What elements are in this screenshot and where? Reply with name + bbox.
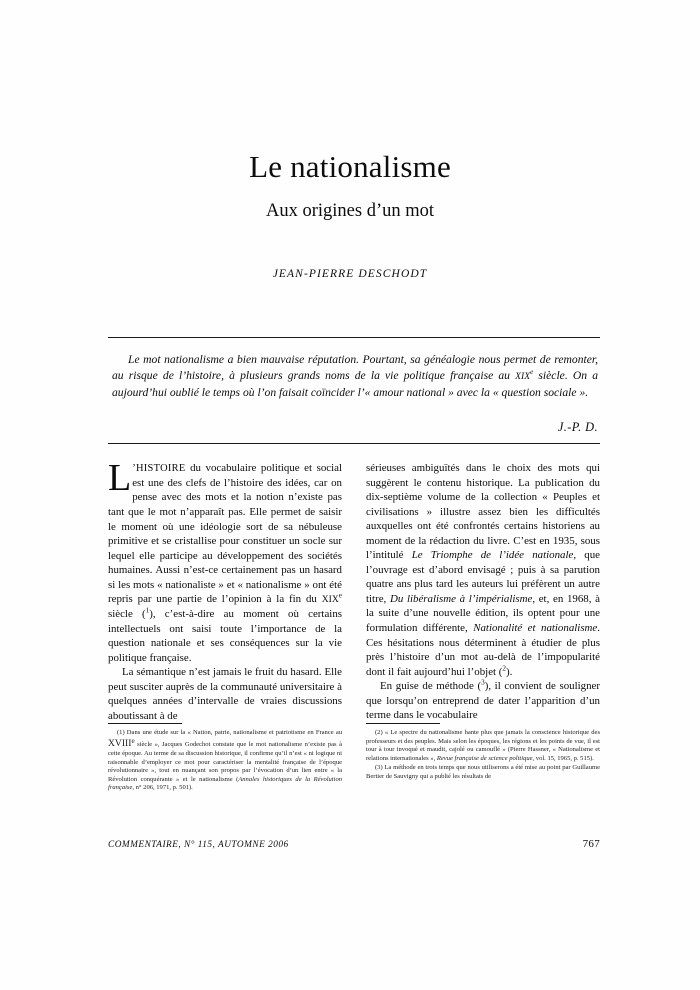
footnote-separator-rule (108, 723, 182, 724)
paragraph: sérieuses ambiguïtés dans le choix des mots qui suggèrent le contenu historique. La publication du dix-septième volume de la collection « Peuples et civilisations » illustre assez bien les difficultés auxquelles ont été confrontés certains historiens au moment de la rédaction du livre. C’est en 1935, sous l’intitulé Le Triomphe de l’idée nationale, que l’ouvrage est d’abord envisagé ; puis à sa parution quatre ans plus tard les auteurs lui préfèrent un autre titre, Du libéralisme à l’impérialisme, et, en 1968, à la suite d’une nouvelle édition, ils optent pour une formulation différente, Nationalité et nationalisme. Ces hésitations nous déterminent à étudier de plus près l’histoire d’un mot au-delà de l’impopularité dont il fait aujourd’hui l’objet ($^2$). (366, 462, 600, 678)
paragraph: La sémantique n’est jamais le fruit du hasard. Elle peut susciter auprès de la communauté universitaire à quelques années d’intervalle de vraies discussions aboutissant à de (108, 666, 342, 722)
footnote-separator-rule (366, 723, 440, 724)
page-title: Le nationalisme (249, 149, 451, 184)
footnote-item: (1) Dans une étude sur la « Nation, patrie, nationalisme et patriotisme en France au XVIIIe siècle », Jacques Godechot constate que le mot nationalisme n’existe pas à cette époque. Au terme de sa discussion historique, il confirme qu’il n’est « ni logique ni raisonnable d’employer ce mot pour caractériser la mentalité française de l’époque révolutionnaire », tout en nuançant son propos par l’évocation d’un lien entre « la Révolution conquérante » et le nationalisme (Annales historiques de la Révolution française, n° 206, 1971, p. 501). (108, 729, 342, 792)
title-block (100, 150, 600, 280)
footnotes-section (108, 723, 600, 794)
paragraph: L ’HISTOIRE du vocabulaire politique et social est une des clefs de l’histoire des idées, car on pense avec des mots et la notion n’existe pas tant que le mot n’apparaît pas. Elle permet de saisir le moment où une idéologie sort de sa nébuleuse primitive et se cristallise pour constituer un socle sur lequel elle participe au développement des sociétés humaines. Aussi n’est-ce certainement pas un hasard si les mots « nationaliste » et « nationalisme » ont été repris par une partie de l’opinion à la fin du XIXe siècle ($^1$), c’est-à-dire au moment où certains intellectuels ont saisi toute l’importance de la question nationale et ses conséquences sur la vie politique française. (108, 457, 342, 664)
body-columns (108, 457, 600, 722)
footer-page-number: 767 (582, 838, 600, 850)
body-column-right (366, 461, 600, 722)
footnote-column-right (366, 723, 600, 794)
page-footer (108, 838, 600, 850)
author-name: JEAN-PIERRE DESCHODT (272, 268, 428, 281)
footnote-column-left (108, 723, 342, 794)
paragraph: En guise de méthode ($^3$), il convient de souligner que lorsqu’on entreprend de dater l’apparition d’un terme dans le vocabulaire (366, 678, 600, 722)
abstract-top-rule (108, 337, 600, 338)
footnote-item: (2) « Le spectre du nationalisme hante plus que jamais la conscience historique des professeurs et des peuples. Mais selon les époques, les régions et les points de vue, il est tour à tour invoqué et maudit, cajolé ou camouflé » (Pierre Hassner, « Nationalisme et relations internationales », Revue française de science politique, vol. 15, 1965, p. 515). (366, 729, 600, 762)
abstract-text: Le mot nationalisme a bien mauvaise réputation. Pourtant, sa généalogie nous permet de remonter, au risque de l’histoire, à plusieurs grands noms de la vie politique française au XIXe siècle. On a aujourd’hui oublié le temps où l’on faisait coïncider l’« amour national » avec la « question sociale ». (112, 353, 598, 399)
page-subtitle: Aux origines d’un mot (265, 201, 435, 222)
abstract-signature: J.-P. D. (557, 420, 598, 434)
body-column-left (108, 457, 342, 722)
footnote-item: (3) La méthode en trois temps que nous utiliserons a été mise au point par Guillaume Bertier de Sauvigny qui a publié les résultats de (366, 764, 600, 780)
abstract-bottom-rule (108, 443, 600, 444)
footer-source: COMMENTAIRE, N° 115, AUTOMNE 2006 (108, 840, 289, 850)
